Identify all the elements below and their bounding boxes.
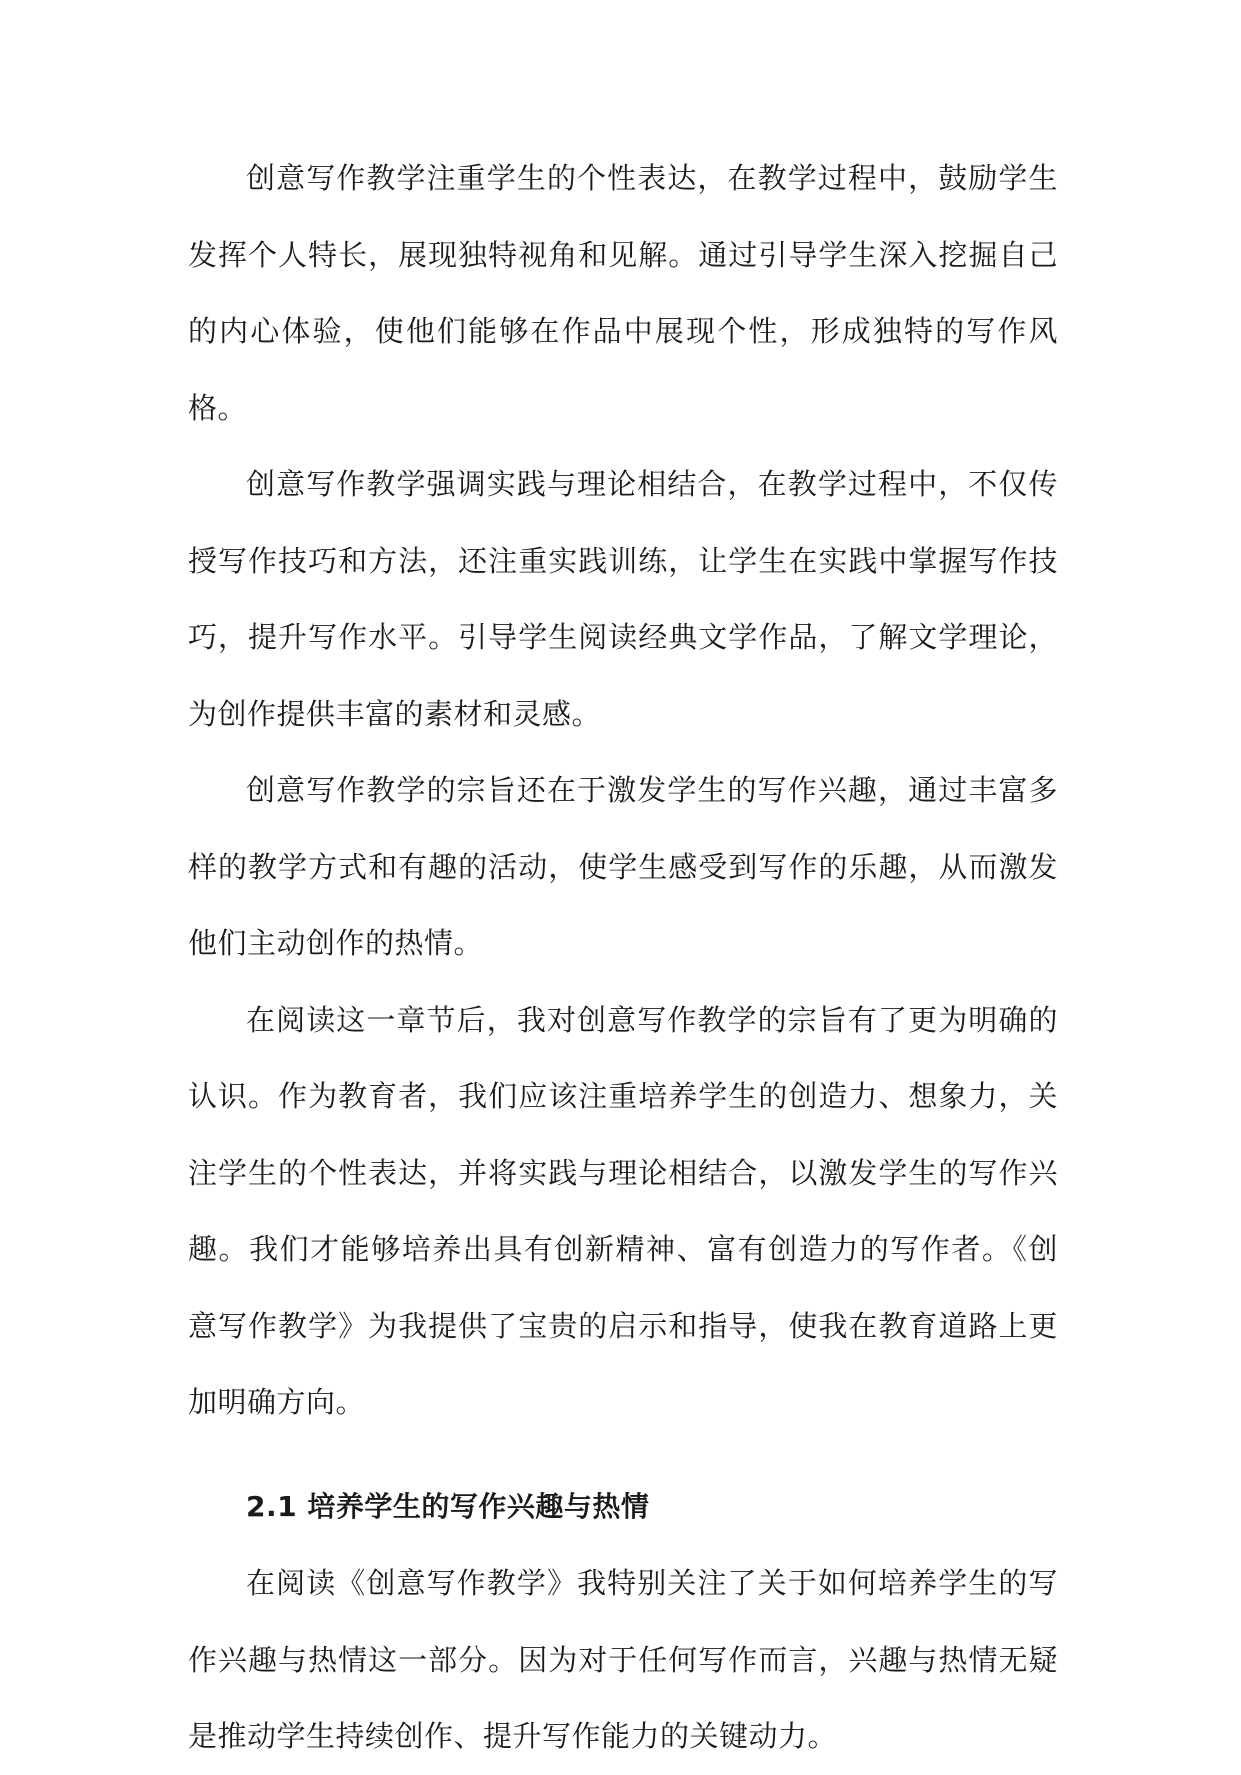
paragraph-reflection: 在阅读这一章节后，我对创意写作教学的宗旨有了更为明确的认识。作为教育者，我们应该注重培养学生的创造力、想象力，关注学生的个性表达，并将实践与理论相结合，以激发学生的写作兴趣。我们才能够培养出具有创新精神、富有创造力的写作者。《创意写作教学》为我提供了宝贵的启示和指导，使我在教育道路上更加明确方向。 bbox=[188, 1002, 1058, 1419]
page-body bbox=[188, 140, 1058, 1775]
paragraph-writing-interest: 创意写作教学的宗旨还在于激发学生的写作兴趣，通过丰富多样的教学方式和有趣的活动，使学生感受到写作的乐趣，从而激发他们主动创作的热情。 bbox=[188, 773, 1058, 960]
paragraph-individual-expression: 创意写作教学注重学生的个性表达，在教学过程中，鼓励学生发挥个人特长，展现独特视角和见解。通过引导学生深入挖掘自己的内心体验，使他们能够在作品中展现个性，形成独特的写作风格。 bbox=[188, 161, 1058, 425]
section-heading: 2.1 培养学生的写作兴趣与热情 bbox=[246, 1489, 650, 1523]
paragraph-section-intro: 在阅读《创意写作教学》我特别关注了关于如何培养学生的写作兴趣与热情这一部分。因为对于任何写作而言，兴趣与热情无疑是推动学生持续创作、提升写作能力的关键动力。 bbox=[188, 1566, 1058, 1753]
paragraph-practice-theory: 创意写作教学强调实践与理论相结合，在教学过程中，不仅传授写作技巧和方法，还注重实践训练，让学生在实践中掌握写作技巧，提升写作水平。引导学生阅读经典文学作品，了解文学理论，为创作提供丰富的素材和灵感。 bbox=[188, 467, 1058, 731]
section-spacer bbox=[188, 1441, 1058, 1455]
